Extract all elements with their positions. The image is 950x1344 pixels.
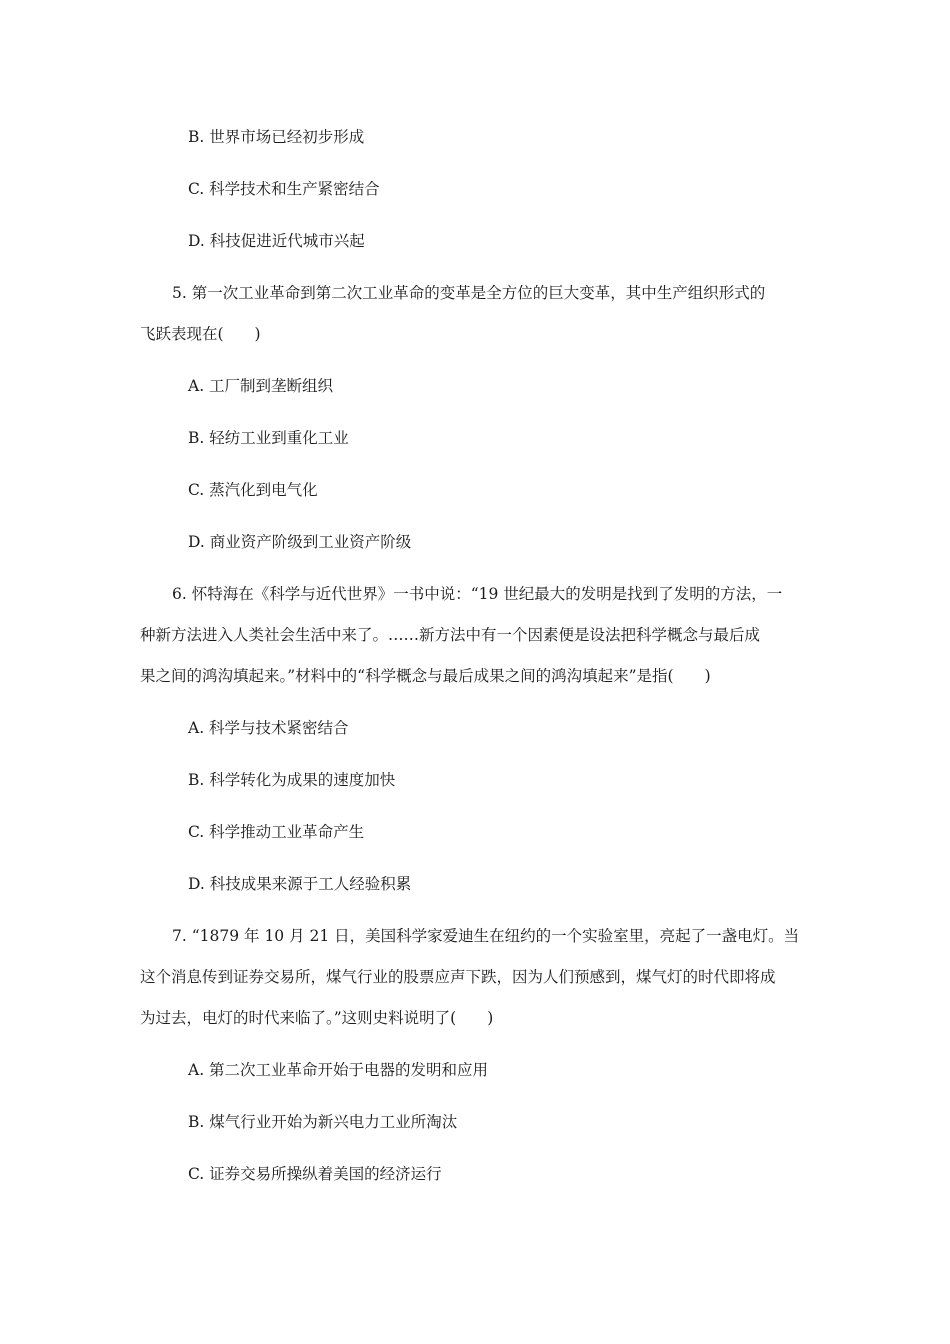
q7-option-a: A. 第二次工业革命开始于电器的发明和应用 xyxy=(188,1061,489,1079)
q5-stem-line-2: 飞跃表现在( ) xyxy=(140,325,261,343)
q6-stem-line-3: 果之间的鸿沟填起来。”材料中的“科学概念与最后成果之间的鸿沟填起来”是指( ) xyxy=(140,667,711,685)
q6-option-d: D. 科技成果来源于工人经验积累 xyxy=(188,875,412,893)
q4-option-d: D. 科技促进近代城市兴起 xyxy=(188,232,365,250)
q6-option-b: B. 科学转化为成果的速度加快 xyxy=(188,771,396,789)
q6-stem-line-2: 种新方法进入人类社会生活中来了。……新方法中有一个因素便是设法把科学概念与最后成 xyxy=(140,626,761,644)
q6-option-a: A. 科学与技术紧密结合 xyxy=(188,719,349,737)
q7-stem-line-2: 这个消息传到证券交易所，煤气行业的股票应声下跌，因为人们预感到，煤气灯的时代即将成 xyxy=(140,968,776,986)
q5-stem-line-1: 5. 第一次工业革命到第二次工业革命的变革是全方位的巨大变革，其中生产组织形式的 xyxy=(172,284,766,302)
q5-option-a: A. 工厂制到垄断组织 xyxy=(188,377,334,395)
q7-option-b: B. 煤气行业开始为新兴电力工业所淘汰 xyxy=(188,1113,458,1131)
q7-stem-line-3: 为过去，电灯的时代来临了。”这则史料说明了( ) xyxy=(140,1009,494,1027)
q4-option-b: B. 世界市场已经初步形成 xyxy=(188,128,365,146)
q6-stem-line-1: 6. 怀特海在《科学与近代世界》一书中说：“19 世纪最大的发明是找到了发明的方法，一 xyxy=(172,585,783,603)
q5-option-b: B. 轻纺工业到重化工业 xyxy=(188,429,349,447)
q5-option-d: D. 商业资产阶级到工业资产阶级 xyxy=(188,533,412,551)
q4-option-c: C. 科学技术和生产紧密结合 xyxy=(188,180,380,198)
q6-option-c: C. 科学推动工业革命产生 xyxy=(188,823,365,841)
q5-option-c: C. 蒸汽化到电气化 xyxy=(188,481,318,499)
q7-option-c: C. 证券交易所操纵着美国的经济运行 xyxy=(188,1165,442,1183)
q7-stem-line-1: 7. “1879 年 10 月 21 日，美国科学家爱迪生在纽约的一个实验室里，亮起了一盏电灯。当 xyxy=(172,927,800,945)
